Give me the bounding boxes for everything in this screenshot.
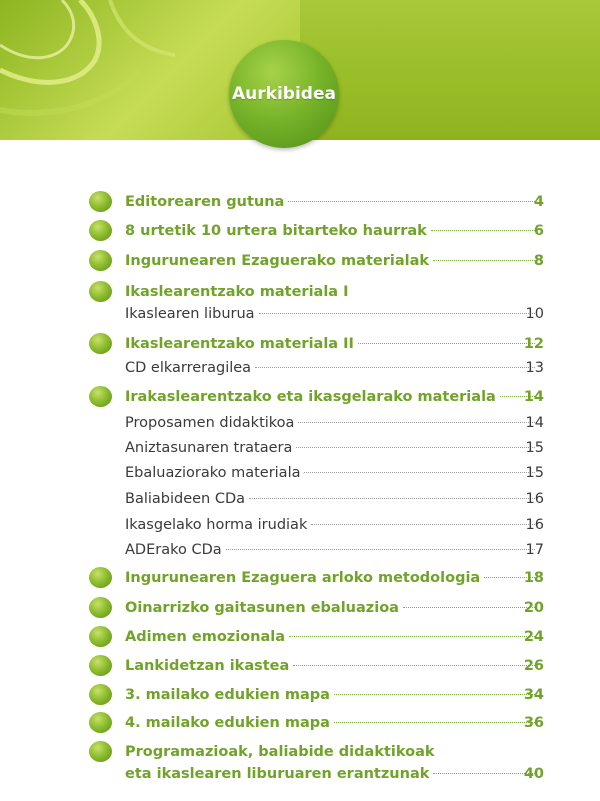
toc-entry-label: Ikasgelako horma irudiak <box>125 517 308 533</box>
toc-subentry[interactable] <box>0 411 600 435</box>
toc-entry-page: 24 <box>523 629 544 645</box>
toc-entry-label-line2: eta ikaslearen liburuaren erantzunak <box>125 766 430 782</box>
toc-entry-page: 13 <box>525 360 544 376</box>
toc-entry-label: Ingurunearen Ezaguerako materialak <box>125 253 430 269</box>
toc-entry-label: Programazioak, baliabide didaktikoak <box>125 744 435 760</box>
toc-entry-page: 17 <box>525 542 544 558</box>
toc-entry-label: Editorearen gutuna <box>125 194 285 210</box>
toc-entry[interactable] <box>0 280 600 304</box>
toc-entry[interactable] <box>0 190 600 214</box>
toc-subentry[interactable] <box>0 461 600 485</box>
page-title: Aurkibidea <box>232 84 336 104</box>
toc-subentry[interactable] <box>0 538 600 562</box>
toc-subentry[interactable] <box>0 302 600 326</box>
toc-entry-label: Ebaluaziorako materiala <box>125 465 301 481</box>
leader-dots <box>293 664 535 666</box>
bullet-icon <box>89 741 112 762</box>
toc-entry-page: 15 <box>525 465 544 481</box>
bullet-icon <box>89 597 112 618</box>
leader-dots <box>289 635 535 637</box>
toc-entry-page: 14 <box>523 389 544 405</box>
toc-entry-label: 8 urtetik 10 urtera bitarteko haurrak <box>125 223 427 239</box>
bullet-icon <box>89 684 112 705</box>
toc-entry-page: 15 <box>525 440 544 456</box>
leader-dots <box>288 200 535 202</box>
toc-entry-page: 12 <box>523 336 544 352</box>
toc-subentry[interactable] <box>0 487 600 511</box>
bullet-icon <box>89 386 112 407</box>
bullet-icon <box>89 567 112 588</box>
leader-dots <box>296 446 535 448</box>
bullet-icon <box>89 250 112 271</box>
toc-entry-label: Lankidetzan ikastea <box>125 658 290 674</box>
toc-entry-page: 14 <box>525 415 544 431</box>
toc-entry-page: 36 <box>523 715 544 731</box>
toc-entry-page: 34 <box>523 687 544 703</box>
toc-entry-label: Ingurunearen Ezaguera arloko metodologia <box>125 570 481 586</box>
toc-entry[interactable] <box>0 249 600 273</box>
leader-dots <box>255 366 535 368</box>
toc-entry-label: ADErako CDa <box>125 542 222 558</box>
bullet-icon <box>89 333 112 354</box>
leader-dots <box>259 312 535 314</box>
toc-entry[interactable] <box>0 625 600 649</box>
toc-entry-page: 40 <box>523 766 544 782</box>
toc-entry[interactable] <box>0 654 600 678</box>
toc-entry-label: Ikaslearentzako materiala I <box>125 284 349 300</box>
toc-entry-page: 26 <box>523 658 544 674</box>
toc-entry-label: Irakaslearentzako eta ikasgelarako materiala <box>125 389 496 405</box>
leader-dots <box>249 497 535 499</box>
toc-entry-label: Ikaslearen liburua <box>125 306 255 322</box>
bullet-icon <box>89 191 112 212</box>
toc-entry-page: 6 <box>533 223 544 239</box>
toc-entry[interactable] <box>0 219 600 243</box>
toc-entry-label: Aniztasunaren trataera <box>125 440 293 456</box>
toc-entry-page: 4 <box>533 194 544 210</box>
toc-subentry[interactable] <box>0 436 600 460</box>
toc-entry-page: 10 <box>525 306 544 322</box>
bullet-icon <box>89 712 112 733</box>
toc-entry[interactable] <box>0 711 600 735</box>
toc-entry[interactable] <box>0 385 600 409</box>
toc-entry[interactable] <box>0 683 600 707</box>
toc-subentry[interactable] <box>0 356 600 380</box>
toc-entry-page: 8 <box>533 253 544 269</box>
toc-entry-label: Proposamen didaktikoa <box>125 415 295 431</box>
leader-dots <box>304 471 535 473</box>
toc-entry[interactable] <box>0 566 600 590</box>
bullet-icon <box>89 220 112 241</box>
toc-entry-label: Oinarrizko gaitasunen ebaluazioa <box>125 600 399 616</box>
toc-entry-page: 16 <box>525 517 544 533</box>
toc-entry[interactable] <box>0 332 600 356</box>
toc-entry-page: 20 <box>523 600 544 616</box>
toc-entry-label: 3. mailako edukien mapa <box>125 687 330 703</box>
toc-entry-page: 16 <box>525 491 544 507</box>
leader-dots <box>298 421 535 423</box>
toc-entry-page: 18 <box>523 570 544 586</box>
toc-entry-label: CD elkarreragilea <box>125 360 252 376</box>
toc-entry[interactable] <box>0 596 600 620</box>
bullet-icon <box>89 655 112 676</box>
toc-entry-label: Baliabideen CDa <box>125 491 246 507</box>
toc-entry[interactable] <box>0 740 600 790</box>
toc-subentry[interactable] <box>0 513 600 537</box>
toc-entry-label: Adimen emozionala <box>125 629 286 645</box>
bullet-icon <box>89 281 112 302</box>
toc-entry-label: Ikaslearentzako materiala II <box>125 336 354 352</box>
leader-dots <box>311 523 535 525</box>
leader-dots <box>226 548 535 550</box>
toc-entry-label: 4. mailako edukien mapa <box>125 715 330 731</box>
bullet-icon <box>89 626 112 647</box>
